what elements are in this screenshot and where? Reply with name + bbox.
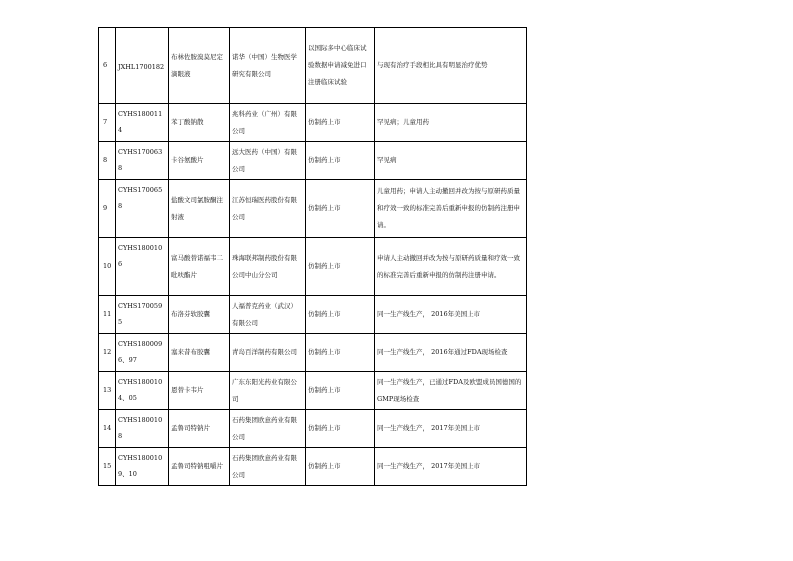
priority-reason: 同一生产线生产，已通过FDA及欧盟成员国德国的GMP现场检查 [375,372,527,410]
table-row [99,448,527,486]
priority-reason: 申请人主动撤回并改为按与原研药质量和疗效一致的标准完善后重新申报的仿制药注册申请。 [375,238,527,296]
registration-category: 仿制药上市 [306,238,375,296]
registration-category: 仿制药上市 [306,334,375,372]
drug-name: 孟鲁司特钠片 [169,410,230,448]
table-row [99,296,527,334]
row-number: 8 [99,142,116,180]
drug-name: 苯丁酸钠散 [169,104,230,142]
priority-reason: 罕见病；儿童用药 [375,104,527,142]
drug-name: 布林佐胺溴莫尼定滴眼液 [169,28,230,104]
row-number: 13 [99,372,116,410]
application-code: CYHS1700638 [116,142,169,180]
drug-approval-table [98,27,527,486]
drug-name: 盐酸文司氯胺酮注射液 [169,180,230,238]
table-row [99,372,527,410]
application-code: CYHS1800114 [116,104,169,142]
row-number: 6 [99,28,116,104]
registration-category: 仿制药上市 [306,180,375,238]
company-name: 石药集团欧意药业有限公司 [230,448,306,486]
application-code: CYHS1800104、05 [116,372,169,410]
registration-category: 以国际多中心临床试验数据申请减免进口注册临床试验 [306,28,375,104]
application-code: CYHS1800108 [116,410,169,448]
drug-name: 孟鲁司特钠咀嚼片 [169,448,230,486]
table-row [99,104,527,142]
row-number: 10 [99,238,116,296]
application-code: CYHS1800106 [116,238,169,296]
priority-reason: 同一生产线生产， 2017年美国上市 [375,410,527,448]
registration-category: 仿制药上市 [306,104,375,142]
application-code: JXHL1700182 [116,28,169,104]
registration-category: 仿制药上市 [306,296,375,334]
company-name: 人福普克药业（武汉）有限公司 [230,296,306,334]
registration-category: 仿制药上市 [306,142,375,180]
drug-name: 塞来昔布胶囊 [169,334,230,372]
row-number: 11 [99,296,116,334]
application-code: CYHS1700658 [116,180,169,238]
row-number: 9 [99,180,116,238]
company-name: 远大医药（中国）有限公司 [230,142,306,180]
row-number: 12 [99,334,116,372]
priority-reason: 儿童用药；申请人主动撤回并改为按与原研药质量和疗效一致的标准完善后重新申报的仿制药注册申请。 [375,180,527,238]
row-number: 15 [99,448,116,486]
company-name: 诺华（中国）生物医学研究有限公司 [230,28,306,104]
company-name: 兆科药业（广州）有限公司 [230,104,306,142]
company-name: 江苏恒瑞医药股份有限公司 [230,180,306,238]
priority-reason: 同一生产线生产， 2016年美国上市 [375,296,527,334]
row-number: 14 [99,410,116,448]
registration-category: 仿制药上市 [306,448,375,486]
company-name: 石药集团欧意药业有限公司 [230,410,306,448]
table-row [99,238,527,296]
registration-category: 仿制药上市 [306,372,375,410]
table-row [99,180,527,238]
drug-name: 布洛芬软胶囊 [169,296,230,334]
priority-reason: 罕见病 [375,142,527,180]
drug-name: 卡谷氨酸片 [169,142,230,180]
priority-reason: 与现有治疗手段相比具有明显治疗优势 [375,28,527,104]
priority-reason: 同一生产线生产， 2016年通过FDA现场检查 [375,334,527,372]
table-row [99,334,527,372]
table-row [99,410,527,448]
table-row [99,28,527,104]
row-number: 7 [99,104,116,142]
registration-category: 仿制药上市 [306,410,375,448]
drug-name: 富马酸替诺福韦二吡呋酯片 [169,238,230,296]
drug-name: 恩替卡韦片 [169,372,230,410]
application-code: CYHS1800096、97 [116,334,169,372]
application-code: CYHS1700595 [116,296,169,334]
application-code: CYHS1800109、10 [116,448,169,486]
company-name: 广东东阳光药业有限公司 [230,372,306,410]
company-name: 珠海联邦制药股份有限公司中山分公司 [230,238,306,296]
table-row [99,142,527,180]
priority-reason: 同一生产线生产， 2017年美国上市 [375,448,527,486]
company-name: 青岛百洋制药有限公司 [230,334,306,372]
